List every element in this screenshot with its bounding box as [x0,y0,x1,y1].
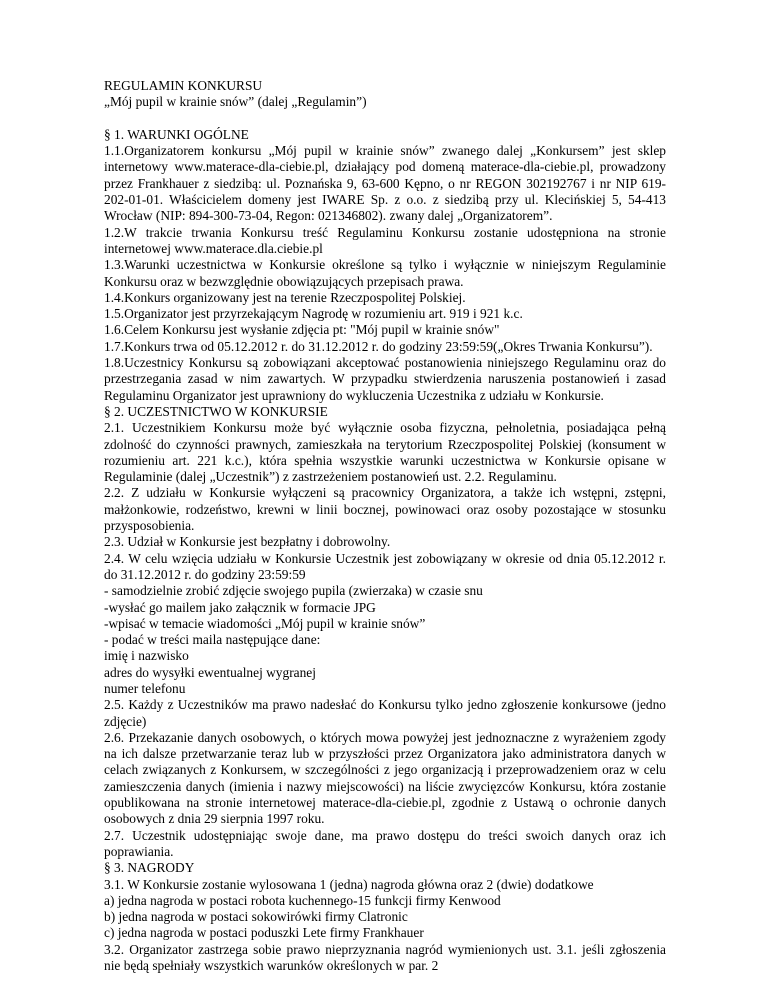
text-line: 2.5. Każdy z Uczestników ma prawo nadesłać do Konkursu tylko jedno zgłoszenie konkursowe (jedno [104,697,666,713]
text-line: małżonkowie, rodzeństwo, krewni w linii bocznej, powinowaci oraz osoby pozostające w stosunku [104,501,666,517]
text-line: 1.5.Organizator jest przyrzekającym Nagrodę w rozumieniu art. 919 i 921 k.c. [104,306,523,322]
text-line: internetowy www.materace-dla-ciebie.pl, działający pod domeną materace-dla-ciebie.pl, prowadzony [104,159,666,175]
text-line: rozumieniu art. 221 k.c.), która spełnia wszystkie warunki uczestnictwa w Konkursie opisane w [104,452,666,468]
text-line: Konkursu oraz w bezwzględnie obowiązujących przepisach prawa. [104,273,464,289]
text-line: na ich dalsze przetwarzanie teraz lub w przyszłości przez Organizatora jako administratora danych w [104,746,666,762]
text-line: zamieszczenia danych (imienia i nazwy miejscowości) na liście zwycięzców Konkursu, która zostanie [104,778,666,794]
text-line: 1.1.Organizatorem konkursu „Mój pupil w krainie snów” zwanego dalej „Konkursem” jest sklep [104,143,666,159]
text-line: Wrocław (NIP: 894-300-73-04, Regon: 021346802). zwany dalej „Organizatorem”. [104,208,553,224]
text-line: 2.2. Z udziału w Konkursie wyłączeni są pracownicy Organizatora, a także ich wstępni, zstępni, [104,485,666,501]
list-item: - samodzielnie zrobić zdjęcie swojego pupila (zwierzaka) w czasie snu [104,583,483,599]
text-line: celach związanych z Konkursem, w szczególności z jego organizacją i przeprowadzeniem oraz w celu [104,762,666,778]
text-line: do 31.12.2012 r. do godziny 23:59:59 [104,566,306,582]
text-line: 3.1. W Konkursie zostanie wylosowana 1 (jedna) nagroda główna oraz 2 (dwie) dodatkowe [104,876,594,892]
text-line: 202-01-01. Właścicielem domeny jest IWARE Sp. z o.o. z siedzibą przy ul. Klecińskiej 5, 54-413 [104,192,666,208]
list-item: imię i nazwisko [104,648,189,664]
text-line: opublikowana na stronie internetowej materace-dla-ciebie.pl, zgodnie z Ustawą o ochronie danych [104,795,666,811]
text-line: 1.8.Uczestnicy Konkursu są zobowiązani akceptować postanowienia niniejszego Regulaminu oraz do [104,355,666,371]
document-subtitle: „Mój pupil w krainie snów” (dalej „Regulamin”) [104,94,367,110]
list-item: adres do wysyłki ewentualnej wygranej [104,664,316,680]
text-line: przysposobienia. [104,518,195,534]
text-line: poprawiania. [104,843,174,859]
text-line: 1.4.Konkurs organizowany jest na terenie Rzeczpospolitej Polskiej. [104,289,466,305]
list-item: - podać w treści maila następujące dane: [104,632,321,648]
spacer [104,111,666,127]
text-line: nie będą spełniały wszystkich warunków określonych w par. 2 [104,958,439,974]
section-heading-1: § 1. WARUNKI OGÓLNE [104,126,249,142]
text-line: internetowej www.materace.dla.ciebie.pl [104,240,323,256]
section-heading-2: § 2. UCZESTNICTWO W KONKURSIE [104,403,328,419]
text-line: Regulaminu Organizator jest uprawniony do wykluczenia Uczestnika z udziału w Konkursie. [104,387,604,403]
text-line: 1.3.Warunki uczestnictwa w Konkursie określone są tylko i wyłącznie w niniejszym Regulaminie [104,257,666,273]
list-item: numer telefonu [104,680,186,696]
list-item: c) jedna nagroda w postaci poduszki Lete firmy Frankhauer [104,925,424,941]
text-line: Regulaminie (dalej „Uczestnik”) z zastrzeżeniem postanowień ust. 2.2. Regulaminu. [104,469,557,485]
text-line: 2.7. Uczestnik udostępniając swoje dane, ma prawo dostępu do treści swoich danych oraz ich [104,827,666,843]
regulations-document [104,78,666,974]
list-item: -wysłać go mailem jako załącznik w formacie JPG [104,599,376,615]
section-heading-3: § 3. NAGRODY [104,860,195,876]
text-line: przestrzegania zasad w nim zawartych. W przypadku stwierdzenia naruszenia postanowień i zasad [104,371,666,387]
text-line: 3.2. Organizator zastrzega sobie prawo nieprzyznania nagród wymienionych ust. 3.1. jeśli zgłoszenia [104,941,666,957]
text-line: 2.3. Udział w Konkursie jest bezpłatny i dobrowolny. [104,534,391,550]
text-line: 2.6. Przekazanie danych osobowych, o których mowa powyżej jest jednoznaczne z wyrażeniem zgody [104,729,666,745]
text-line: przez Frankhauer z siedzibą: ul. Poznańska 9, 63-600 Kępno, o nr REGON 302192767 i nr NIP 619- [104,175,666,191]
document-title: REGULAMIN KONKURSU [104,78,263,93]
text-line: 1.2.W trakcie trwania Konkursu treść Regulaminu Konkursu zostanie udostępniona na stronie [104,224,666,240]
list-item: -wpisać w temacie wiadomości „Mój pupil w krainie snów” [104,615,426,631]
text-line: 2.1. Uczestnikiem Konkursu może być wyłącznie osoba fizyczna, pełnoletnia, posiadająca pełną [104,420,666,436]
text-line: 1.6.Celem Konkursu jest wysłanie zdjęcia pt: "Mój pupil w krainie snów" [104,322,500,338]
text-line: zdjęcie) [104,713,147,729]
list-item: b) jedna nagroda w postaci sokowirówki firmy Clatronic [104,909,408,925]
text-line: osobowych z dnia 29 sierpnia 1997 roku. [104,811,325,827]
text-line: zdolność do czynności prawnych, zamieszkała na terytorium Rzeczpospolitej Polskiej (konsument w [104,436,666,452]
text-line: 1.7.Konkurs trwa od 05.12.2012 r. do 31.12.2012 r. do godziny 23:59:59(„Okres Trwania Konkursu”). [104,338,653,354]
text-line: 2.4. W celu wzięcia udziału w Konkursie Uczestnik jest zobowiązany w okresie od dnia 05.12.2012 r. [104,550,666,566]
list-item: a) jedna nagroda w postaci robota kuchennego-15 funkcji firmy Kenwood [104,892,501,908]
